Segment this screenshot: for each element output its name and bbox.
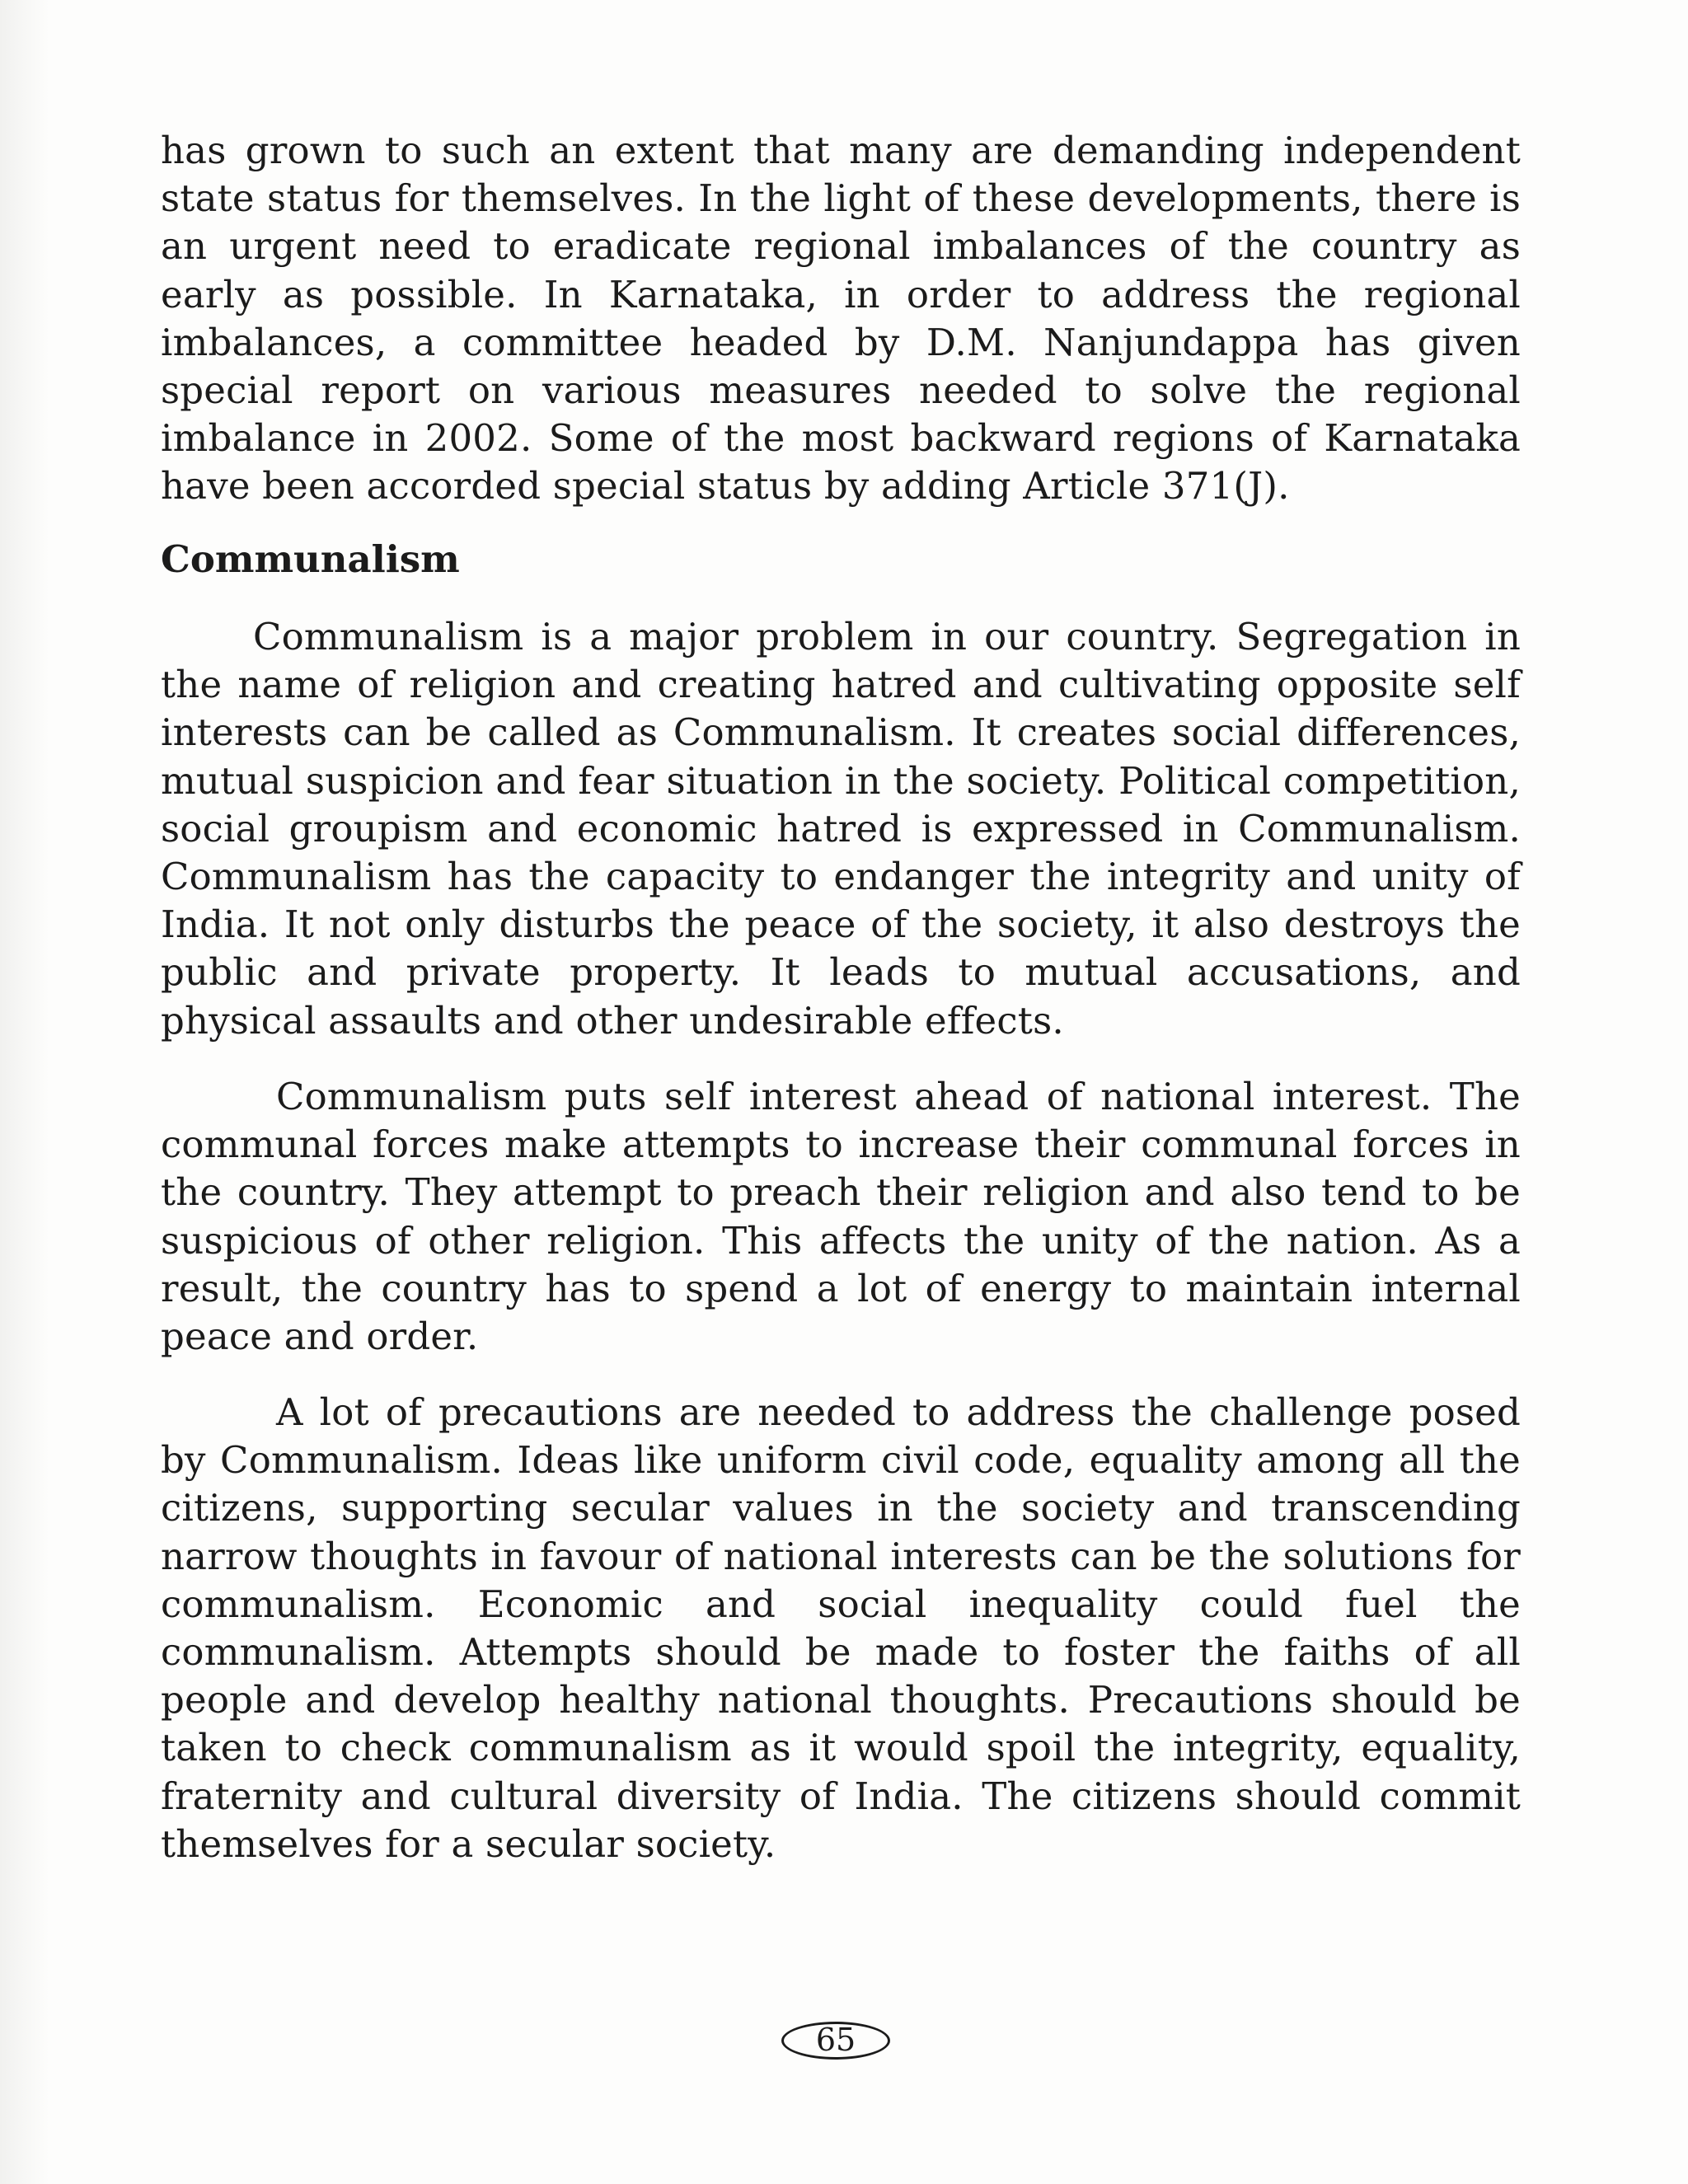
paragraph-continuation: has grown to such an extent that many are demanding independent state status for themselves. In the light of these developments, there is an urgent need to eradicate regional imbalances of the country as early as possible. In Karnataka, in order to address the regional imbalances, a committee headed by D.M. Nanjundappa has given special report on various measures needed to solve the regional imbalance in 2002. Some of the most backward regions of Karnataka have been accorded special status by adding Article 371(J). <box>161 129 1521 509</box>
page-edge-shadow <box>0 0 49 2184</box>
paragraph-communalism-effects: Communalism puts self interest ahead of national interest. The communal forces make attempts to increase their communal forces in the country. They attempt to preach their religion and also tend to be suspicious of other religion. This affects the unity of the nation. As a result, the country has to spend a lot of energy to maintain internal peace and order. <box>161 1075 1521 1359</box>
page-number: 65 <box>781 2022 890 2060</box>
paragraph-communalism-intro: Communalism is a major problem in our country. Segregation in the name of religion and creating hatred and cultivating opposite self interests can be called as Communalism. It creates social differences, mutual suspicion and fear situation in the society. Political competition, social groupism and economic hatred is expressed in Communalism. Communalism has the capacity to endanger the integrity and unity of India. It not only disturbs the peace of the society, it also destroys the public and private property. It leads to mutual accusations, and physical assaults and other undesirable effects. <box>161 615 1521 1043</box>
section-heading: Communalism <box>161 537 460 581</box>
paragraph-communalism-solutions: A lot of precautions are needed to address the challenge posed by Communalism. Ideas like uniform civil code, equality among all the citizens, supporting secular values in the society and transcending narrow thoughts in favour of national interests can be the solutions for communalism. Economic and social inequality could fuel the communalism. Attempts should be made to foster the faiths of all people and develop healthy national thoughts. Precautions should be taken to check communalism as it would spoil the integrity, equality, fraternity and cultural diversity of India. The citizens should commit themselves for a secular society. <box>161 1390 1521 1866</box>
